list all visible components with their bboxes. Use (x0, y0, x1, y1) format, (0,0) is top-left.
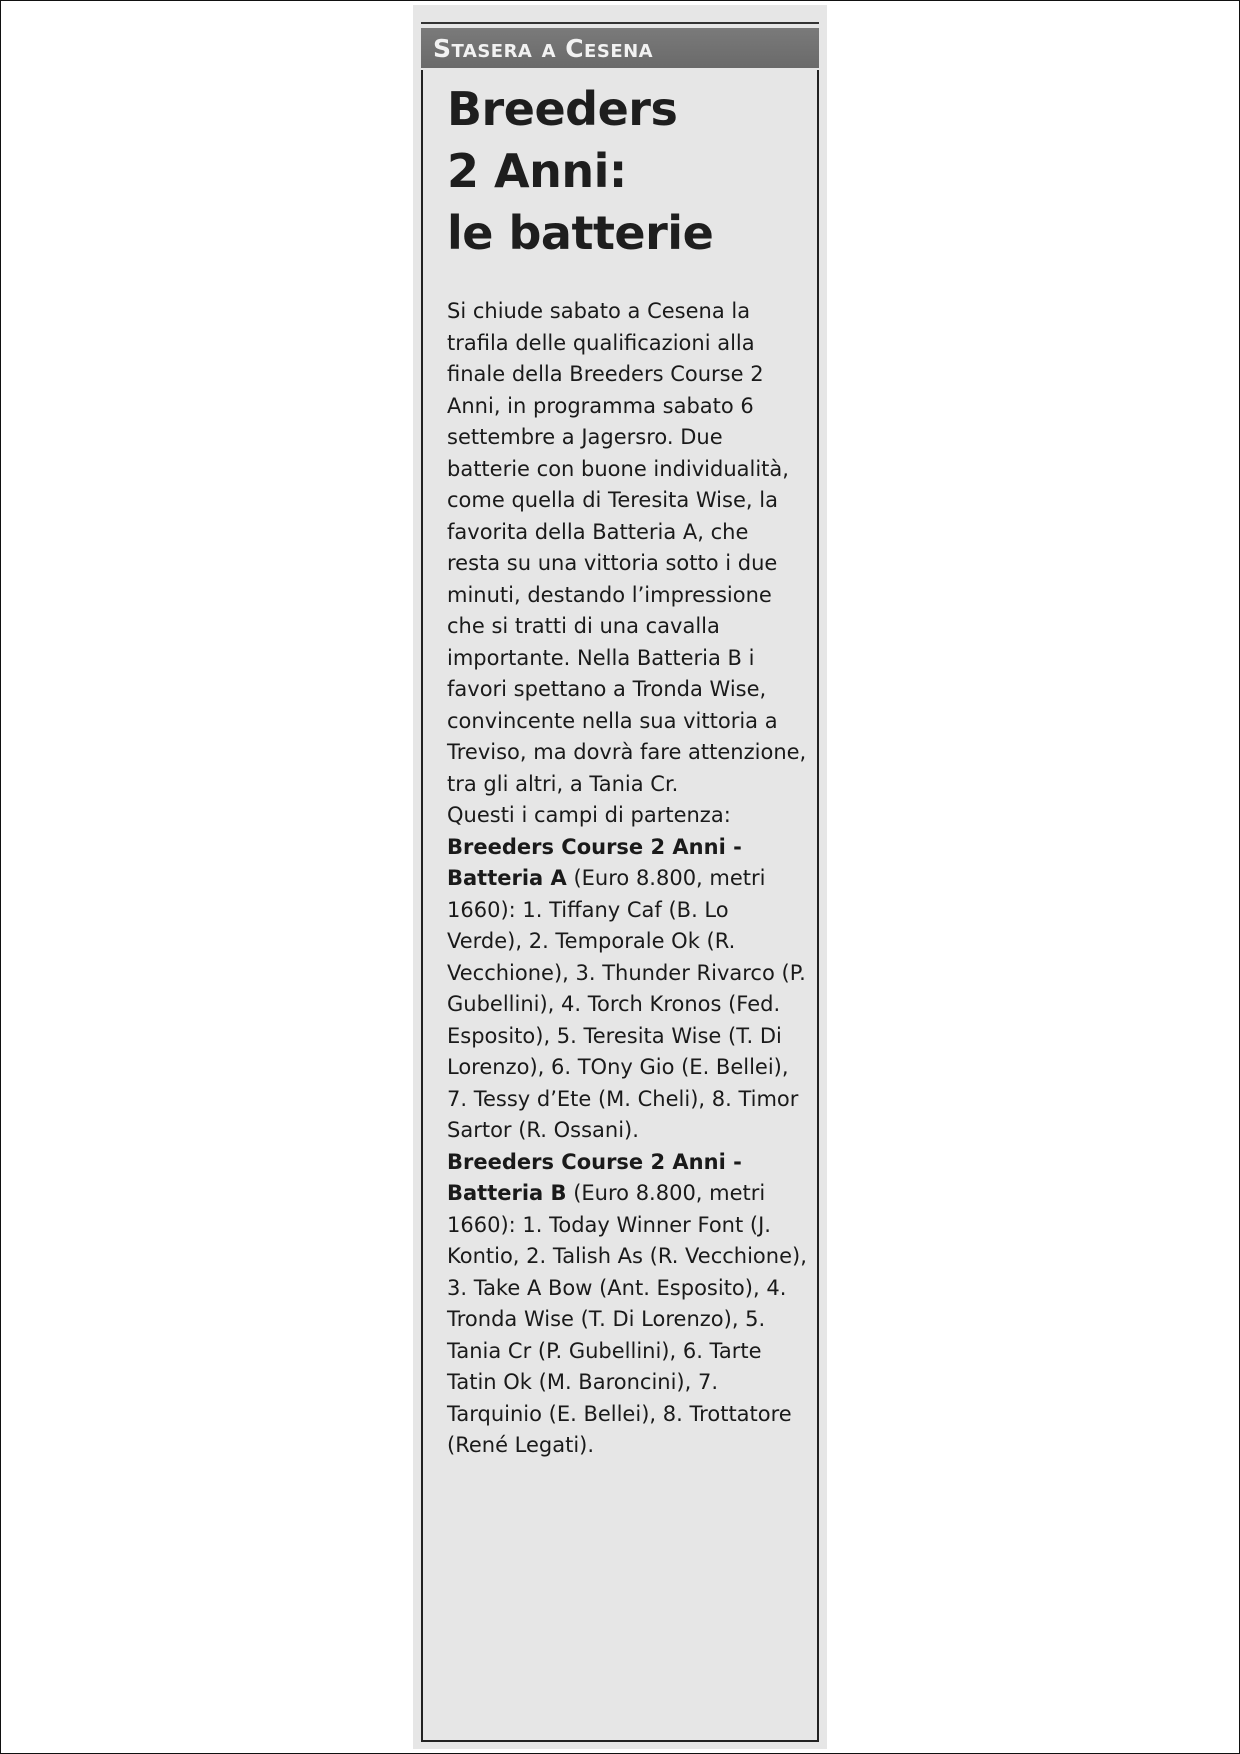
headline-line-2: 2 Anni: (447, 144, 627, 198)
article-box (421, 70, 819, 1742)
fields-intro: Questi i campi di partenza: (447, 803, 731, 827)
race-b-details: (Euro 8.800, metri 1660): 1. Today Winner Font (J. Kontio, 2. Talish As (R. Vecchione), 3. Take A Bow (Ant. Esposito), 4. Tronda Wise (T. Di Lorenzo), 5. Tania Cr (P. Gubellini), 6. Tarte Tatin Ok (M. Baroncini), 7. Tarquinio (E. Bellei), 8. Trottatore (René Legati). (447, 1181, 807, 1457)
section-title: Stasera a Cesena (433, 33, 654, 63)
race-a-entry (447, 832, 807, 1147)
headline-line-1: Breeders (447, 82, 678, 136)
section-header (421, 28, 819, 68)
newspaper-clipping (413, 5, 827, 1749)
race-a-details: (Euro 8.800, metri 1660): 1. Tiffany Caf (B. Lo Verde), 2. Temporale Ok (R. Vecchione), 3. Thunder Rivarco (P. Gubellini), 4. Torch Kronos (Fed. Esposito), 5. Teresita Wise (T. Di Lorenzo), 6. TOny Gio (E. Bellei), 7. Tessy d’Ete (M. Cheli), 8. Timor Sartor (R. Ossani). (447, 866, 806, 1142)
top-rule (421, 22, 819, 24)
headline (447, 78, 807, 264)
intro-paragraph: Si chiude sabato a Cesena la trafila delle qualificazioni alla finale della Breeders Course 2 Anni, in programma sabato 6 settembre a Jagersro. Due batterie con buone individualità, come quella di Teresita Wise, la favorita della Batteria A, che resta su una vittoria sotto i due minuti, destando l’impressione che si tratti di una cavalla importante. Nella Batteria B i favori spettano a Tronda Wise, convincente nella sua vittoria a Treviso, ma dovrà fare attenzione, tra gli altri, a Tania Cr. (447, 299, 807, 796)
headline-line-3: le batterie (447, 206, 714, 260)
article-body (447, 296, 807, 1462)
race-b-title: Breeders Course 2 Anni - Batteria B (447, 1149, 742, 1205)
race-a-title: Breeders Course 2 Anni - Batteria A (447, 834, 742, 890)
race-b-entry (447, 1147, 807, 1462)
